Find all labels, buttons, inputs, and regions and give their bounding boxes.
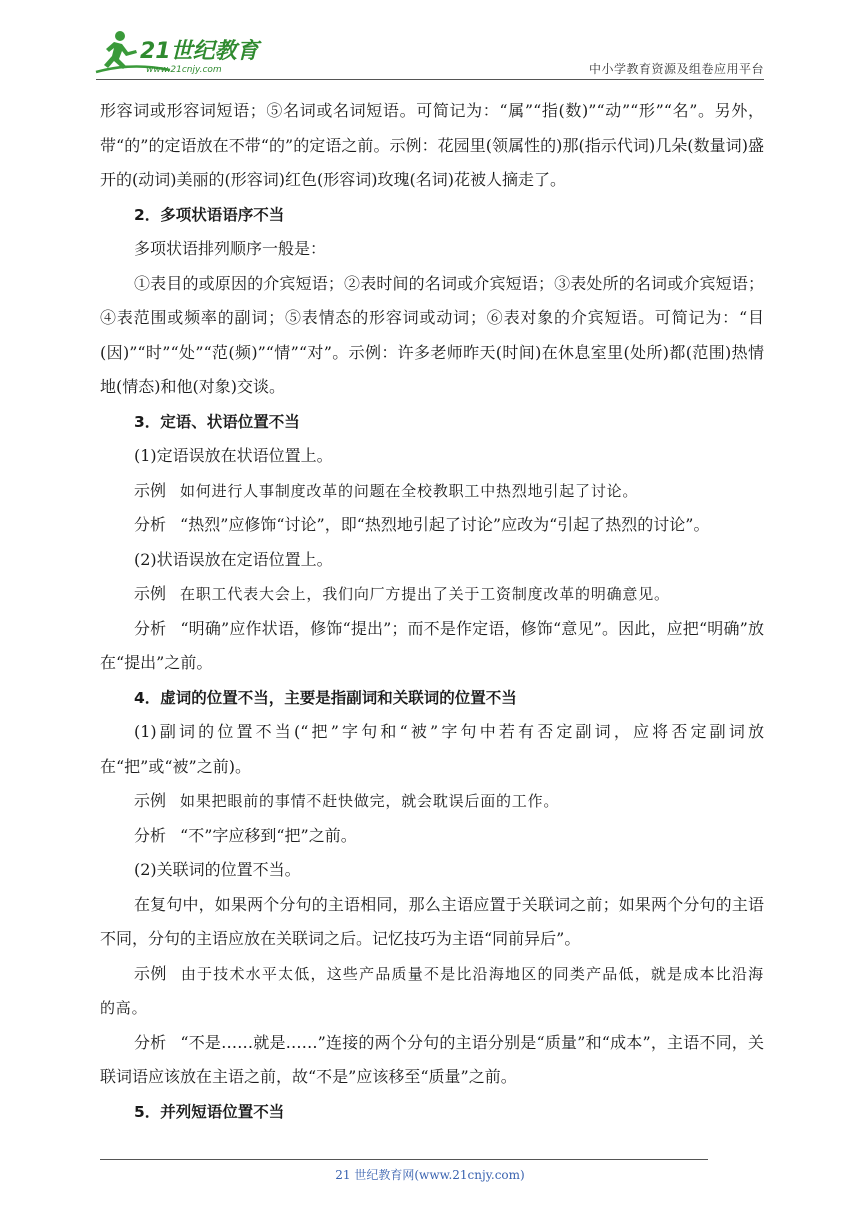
example-line (100, 577, 764, 612)
paragraph: ①表目的或原因的介宾短语；②表时间的名词或介宾短语；③表处所的名词或介宾短语；④表范围或频率的副词；⑤表情态的形容词或动词；⑥表对象的介宾短语。可简记为：“目(因)”“时”“处”“范(频)”“情”“对”。示例：许多老师昨天(时间)在休息室里(处所)都(范围)热情地(情态)和他(对象)交谈。 (100, 273, 764, 396)
footer-divider (100, 1159, 708, 1160)
paragraph: 形容词或形容词短语；⑤名词或名词短语。可简记为：“属”“指(数)”“动”“形”“名”。另外，带“的”的定语放在不带“的”的定语之前。示例：花园里(领属性的)那(指示代词)几朵(数量词)盛开的(动词)美丽的(形容词)红色(形容词)玫瑰(名词)花被人摘走了。 (100, 101, 764, 189)
section-heading: 4．虚词的位置不当，主要是指副词和关联词的位置不当 (134, 688, 517, 707)
page-footer: 21 世纪教育网(www.21cnjy.com) (335, 1168, 525, 1182)
example-tag: 示例 (134, 584, 167, 603)
analysis-tag: 分析 (134, 515, 167, 534)
example-tag: 示例 (134, 791, 167, 810)
example-line (100, 957, 764, 1026)
example-tag: 示例 (134, 480, 167, 500)
header-divider (96, 79, 764, 80)
example-text: 由于技术水平太低，这些产品质量不是比沿海地区的同类产品低，就是成本比沿海的高。 (100, 964, 764, 1017)
section-heading: 3．定语、状语位置不当 (134, 412, 300, 431)
paragraph: (1)定语误放在状语位置上。 (134, 446, 333, 465)
paragraph: (2)状语误放在定语位置上。 (134, 549, 333, 569)
paragraph: 在复句中，如果两个分句的主语相同，那么主语应置于关联词之前；如果两个分句的主语不同，分句的主语应放在关联词之后。记忆技巧为主语“同前异后”。 (100, 894, 764, 948)
analysis-text: “明确”应作状语，修饰“提出”；而不是作定语，修饰“意见”。因此，应把“明确”放在“提出”之前。 (100, 618, 764, 672)
example-text: 如果把眼前的事情不赶快做完，就会耽误后面的工作。 (180, 792, 560, 810)
analysis-text: “不是……就是……”连接的两个分句的主语分别是“质量”和“成本”，主语不同，关联词语应该放在主语之前，故“不是”应该移至“质量”之前。 (100, 1032, 764, 1086)
analysis-tag: 分析 (134, 618, 167, 638)
svg-text:21世纪教育: 21世纪教育 (140, 39, 259, 64)
analysis-line (100, 1026, 764, 1095)
analysis-line (100, 819, 764, 854)
analysis-tag: 分析 (134, 1032, 167, 1052)
paragraph: (2)关联词的位置不当。 (134, 860, 301, 879)
analysis-tag: 分析 (134, 825, 167, 845)
example-line (100, 474, 764, 509)
svg-text:www.21cnjy.com: www.21cnjy.com (146, 65, 222, 75)
example-text: 在职工代表大会上，我们向厂方提出了关于工资制度改革的明确意见。 (180, 585, 670, 603)
21cnjy-logo (92, 28, 262, 78)
section-heading: 5．并列短语位置不当 (134, 1102, 285, 1121)
analysis-text: “热烈”应修饰“讨论”，即“热烈地引起了讨论”应改为“引起了热烈的讨论”。 (180, 515, 710, 534)
page-header (0, 0, 860, 84)
paragraph: 多项状语排列顺序一般是： (134, 239, 327, 258)
example-tag: 示例 (134, 963, 167, 983)
analysis-line (100, 508, 764, 543)
analysis-text: “不”字应移到“把”之前。 (180, 825, 357, 845)
analysis-line (100, 612, 764, 681)
section-heading: 2．多项状语语序不当 (134, 205, 285, 224)
platform-name: 中小学教育资源及组卷应用平台 (588, 62, 764, 76)
example-line (100, 784, 764, 819)
example-text: 如何进行人事制度改革的问题在全校教职工中热烈地引起了讨论。 (180, 481, 639, 500)
paragraph: (1)副词的位置不当(“把”字句和“被”字句中若有否定副词，应将否定副词放在“把”或“被”之前)。 (100, 722, 764, 776)
document-body (100, 94, 764, 1129)
